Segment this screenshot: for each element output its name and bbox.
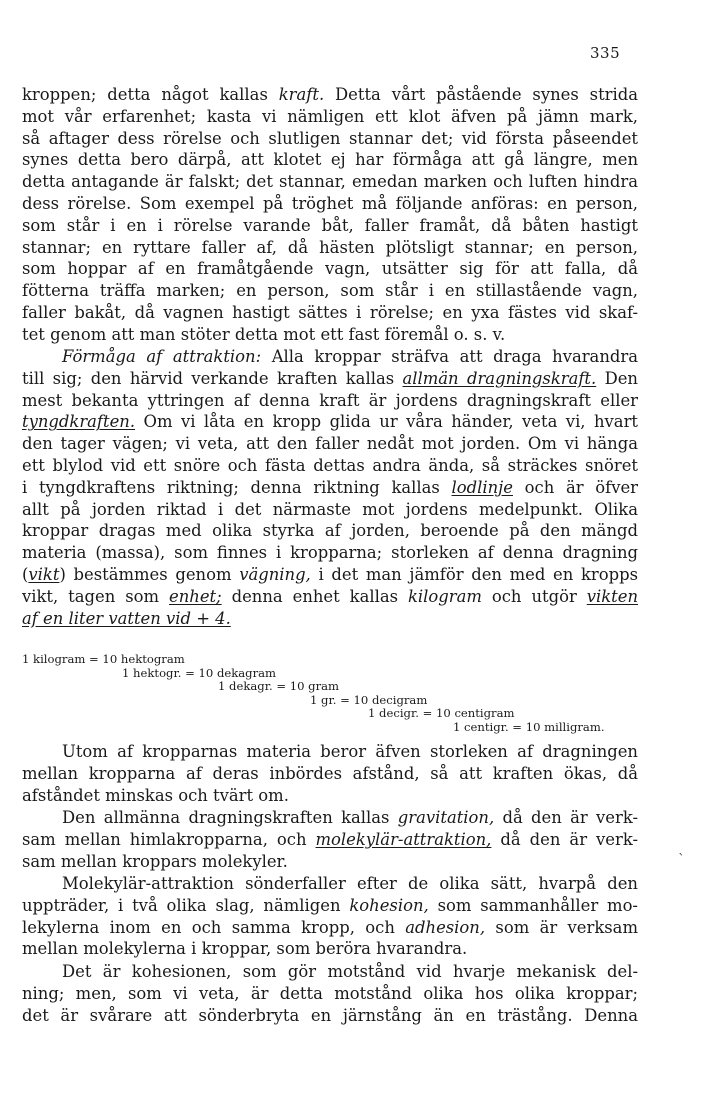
text-segment: mellan molekylerna i kroppar, som beröra hvarandra. xyxy=(22,939,468,959)
text-segment: Utom af kropparnas materia beror äfven storleken af dragningen xyxy=(62,742,638,761)
text-segment: detta antagande är falskt; det stannar, emedan marken och luften hindra xyxy=(22,172,638,192)
text-line xyxy=(22,961,638,983)
text-segment: i tyngdkraftens riktning; denna riktning kallas xyxy=(22,477,452,497)
text-segment: till sig; den härvid verkande kraften kallas xyxy=(22,368,403,388)
text-segment: dess rörelse. Som exempel på tröghet må följande anföras: en person, xyxy=(22,193,638,213)
paragraph-molecular-attraction xyxy=(22,873,638,960)
paragraph-inertia xyxy=(22,84,638,346)
text-segment: Det är kohesionen, som gör motstånd vid hvarje mekanisk del- xyxy=(62,962,638,981)
emphasized-text: adhesion, xyxy=(405,917,486,937)
text-line xyxy=(22,807,638,829)
text-line xyxy=(22,171,638,193)
text-line xyxy=(22,741,638,763)
text-line xyxy=(22,477,638,499)
unit-conversion-line: 1 hektogr. = 10 dekagram xyxy=(122,665,277,680)
text-segment: lekylerna inom en och samma kropp, och xyxy=(22,917,406,937)
text-segment: ning; men, som vi veta, är detta motstånd olika hos olika kroppar; xyxy=(22,983,638,1003)
text-segment: synes detta bero därpå, att klotet ej har förmåga att gå längre, men xyxy=(22,150,638,170)
text-segment: i det man jämför den med en kropps xyxy=(310,564,638,584)
text-segment: allt på jorden riktad i det närmaste mot jordens medelpunkt. Olika xyxy=(22,499,638,519)
text-line xyxy=(22,324,638,346)
text-line xyxy=(22,258,638,280)
text-line xyxy=(22,763,638,785)
text-segment: kroppen; detta något kallas xyxy=(22,85,279,104)
emphasized-text: gravitation, xyxy=(397,808,495,827)
text-segment: det är svårare att sönderbryta en järnstång än en trästång. Denna xyxy=(22,1005,638,1025)
text-line xyxy=(22,84,638,106)
unit-conversion-line: 1 centigr. = 10 milligram. xyxy=(453,719,605,734)
text-segment: och utgör xyxy=(481,586,587,606)
text-segment: som står i en i rörelse varande båt, faller framåt, då båten hastigt xyxy=(22,215,638,235)
text-line xyxy=(22,785,638,807)
emphasized-text: Förmåga af attraktion: xyxy=(62,347,262,366)
text-segment: ( xyxy=(22,564,29,584)
text-segment: då den är verk- xyxy=(494,808,638,827)
text-line xyxy=(22,411,638,433)
text-segment: vikt, tagen som xyxy=(22,586,170,606)
margin-mark: ` xyxy=(678,852,685,868)
text-line xyxy=(22,873,638,895)
text-segment: och är öfver xyxy=(512,477,638,497)
text-line xyxy=(22,520,638,542)
text-segment: mellan kropparna af deras inbördes afstånd, så att kraften ökas, då xyxy=(22,763,638,783)
text-line xyxy=(22,895,638,917)
text-segment: faller bakåt, då vagnen hastigt sättes i rörelse; en yxa fästes vid skaf- xyxy=(22,302,638,322)
text-line xyxy=(22,917,638,939)
emphasized-text: molekylär-attraktion, xyxy=(315,829,492,849)
emphasized-text: vikt xyxy=(28,564,60,584)
text-line xyxy=(22,1005,638,1027)
paragraph-cohesion xyxy=(22,961,638,1026)
text-line xyxy=(22,829,638,851)
text-line xyxy=(22,499,638,521)
unit-conversion-line: 1 dekagr. = 10 gram xyxy=(218,679,340,693)
text-segment: den tager vägen; vi veta, att den faller nedåt mot jorden. Om vi hänga xyxy=(22,434,638,454)
text-line xyxy=(22,106,638,128)
text-segment: uppträder, i två olika slag, nämligen xyxy=(22,895,350,915)
text-segment: ) bestämmes genom xyxy=(59,564,240,584)
text-line xyxy=(22,586,638,608)
emphasized-text: enhet; xyxy=(169,586,222,606)
text-line xyxy=(22,455,638,477)
text-segment: så aftager dess rörelse och slutligen stannar det; vid första påseendet xyxy=(22,128,638,148)
text-segment: Den allmänna dragningskraften kallas xyxy=(62,808,398,827)
text-line xyxy=(22,149,638,171)
emphasized-text: vägning, xyxy=(239,564,311,584)
text-segment: denna enhet kallas xyxy=(221,586,408,606)
text-segment: mot vår erfarenhet; kasta vi nämligen ett klot äfven på jämn mark, xyxy=(22,106,638,126)
text-segment: Alla kroppar sträfva att draga hvarandra xyxy=(261,347,638,366)
text-line xyxy=(22,237,638,259)
text-line xyxy=(22,280,638,302)
text-segment: afståndet minskas och tvärt om. xyxy=(22,785,289,805)
text-line xyxy=(22,390,638,412)
text-line xyxy=(22,983,638,1005)
unit-conversion-line: 1 kilogram = 10 hektogram xyxy=(22,652,185,666)
emphasized-text: lodlinje xyxy=(451,477,513,497)
emphasized-text: vikten xyxy=(586,586,638,606)
text-segment: Molekylär-attraktion sönderfaller efter de olika sätt, hvarpå den xyxy=(62,874,638,893)
unit-conversion-line: 1 decigr. = 10 centigram xyxy=(368,706,515,720)
paragraph-attraction xyxy=(22,346,638,629)
text-line xyxy=(22,608,638,630)
emphasized-text: kohesion, xyxy=(349,895,429,915)
emphasized-text: af en liter vatten vid + 4. xyxy=(22,608,231,628)
emphasized-text: kraft. xyxy=(278,85,325,104)
text-line xyxy=(22,215,638,237)
text-segment: mest bekanta yttringen af denna kraft är jordens dragningskraft eller xyxy=(22,390,638,410)
unit-conversion-table xyxy=(22,653,605,734)
text-line xyxy=(22,302,638,324)
emphasized-text: kilogram xyxy=(408,586,482,606)
text-segment: kroppar dragas med olika styrka af jorden, beroende på den mängd xyxy=(22,521,638,541)
unit-conversion-line: 1 gr. = 10 decigram xyxy=(310,692,428,707)
text-segment: som är verksam xyxy=(485,917,638,937)
text-segment: Detta vårt påstående synes strida xyxy=(324,85,638,104)
text-line xyxy=(22,433,638,455)
text-segment: fötterna träffa marken; en person, som står i en stillastående vagn, xyxy=(22,281,638,301)
text-segment: som hoppar af en framåtgående vagn, utsätter sig för att falla, då xyxy=(22,259,638,279)
page-number: 335 xyxy=(590,44,621,62)
text-line xyxy=(22,851,638,873)
text-segment: som sammanhåller mo- xyxy=(428,895,638,915)
text-line xyxy=(22,938,638,960)
text-segment: materia (massa), som finnes i kropparna; storleken af denna dragning xyxy=(22,543,638,563)
text-segment: Om vi låta en kropp glida ur våra händer, veta vi, hvart xyxy=(135,412,638,432)
text-segment: ett blylod vid ett snöre och fästa dettas andra ända, så sträckes snöret xyxy=(22,455,638,475)
paragraph-distance xyxy=(22,741,638,806)
text-line xyxy=(22,368,638,390)
text-segment: stannar; en ryttare faller af, då hästen plötsligt stannar; en person, xyxy=(22,237,638,257)
text-segment: Den xyxy=(596,368,638,388)
text-line xyxy=(22,542,638,564)
text-segment: sam mellan himlakropparna, och xyxy=(22,829,316,849)
text-segment: sam mellan kroppars molekyler. xyxy=(22,851,288,871)
text-line xyxy=(22,564,638,586)
text-line xyxy=(22,128,638,150)
emphasized-text: tyngdkraften. xyxy=(22,412,136,432)
text-line xyxy=(22,346,638,368)
emphasized-text: allmän dragningskraft. xyxy=(402,368,597,388)
paragraph-gravitation xyxy=(22,807,638,872)
text-segment: då den är verk- xyxy=(491,829,638,849)
text-line xyxy=(22,193,638,215)
text-segment: tet genom att man stöter detta mot ett fast föremål o. s. v. xyxy=(22,324,506,344)
